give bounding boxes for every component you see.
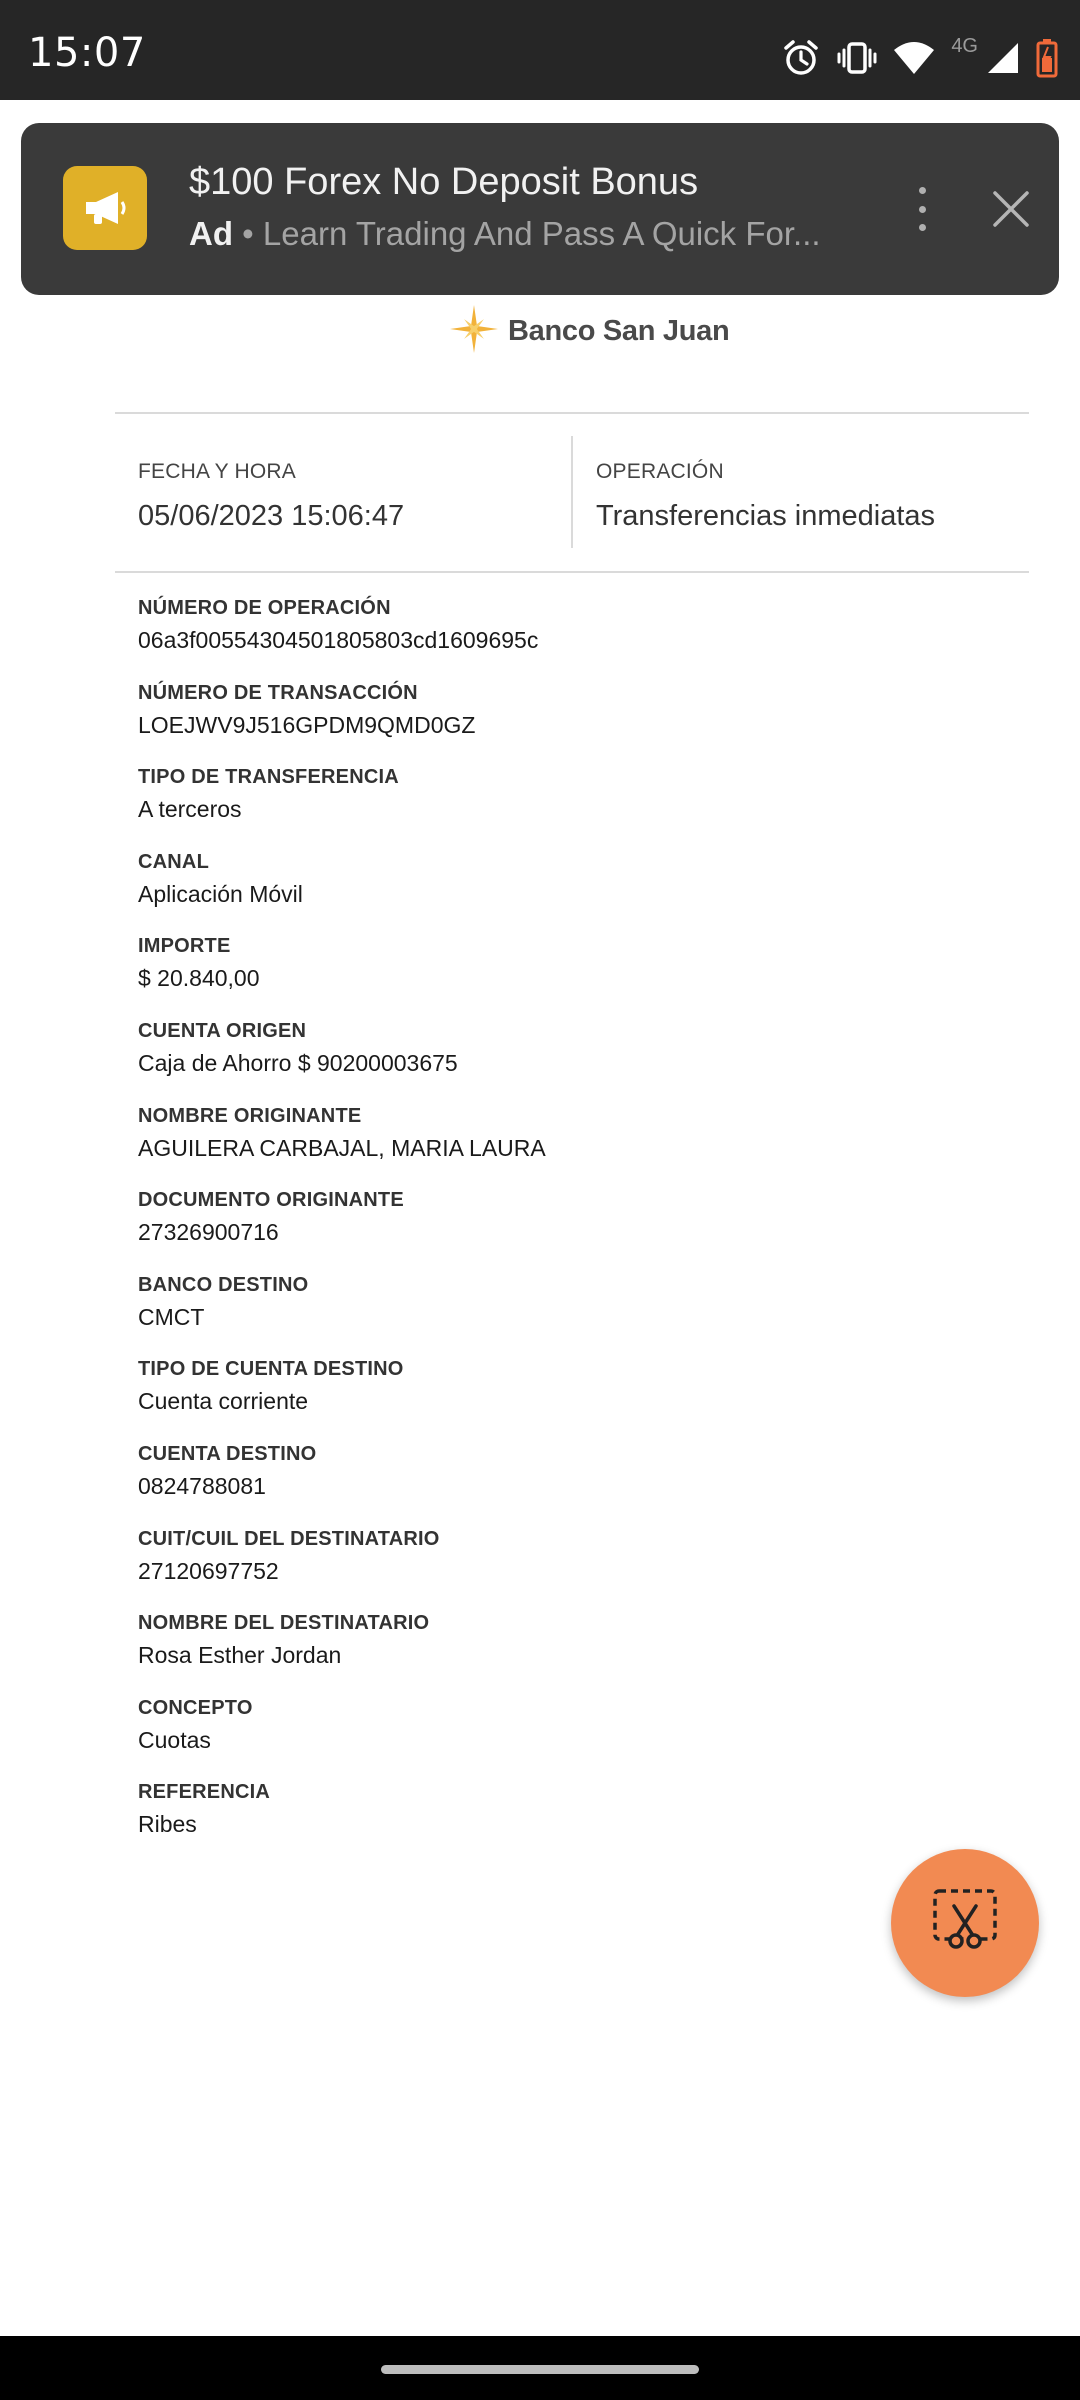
field-recipient-cuit bbox=[138, 1527, 998, 1612]
home-gesture-handle[interactable] bbox=[381, 2365, 699, 2374]
ad-banner[interactable] bbox=[21, 123, 1059, 295]
field-label: NÚMERO DE OPERACIÓN bbox=[138, 597, 391, 619]
more-options-icon[interactable] bbox=[907, 187, 937, 231]
status-bar bbox=[0, 0, 1080, 100]
field-amount bbox=[138, 934, 998, 1019]
ad-subtitle-text: • Learn Trading And Pass A Quick For... bbox=[233, 215, 821, 252]
field-label: NÚMERO DE TRANSACCIÓN bbox=[138, 681, 418, 704]
network-type-label: 4G bbox=[951, 34, 978, 57]
field-originator-name bbox=[138, 1104, 998, 1189]
field-value: 0824788081 bbox=[138, 1472, 266, 1499]
star-icon bbox=[448, 303, 500, 360]
field-operation-number bbox=[138, 596, 998, 681]
field-value: 27326900716 bbox=[138, 1219, 279, 1246]
field-label: CANAL bbox=[138, 850, 209, 873]
field-label: CUENTA ORIGEN bbox=[138, 1019, 307, 1042]
field-value: LOEJWV9J516GPDM9QMD0GZ bbox=[138, 711, 476, 738]
signal-icon bbox=[986, 41, 1020, 75]
status-icons bbox=[781, 36, 1058, 80]
ad-subtitle[interactable] bbox=[189, 215, 821, 253]
field-value: 27120697752 bbox=[138, 1557, 279, 1584]
status-time: 15:07 bbox=[28, 30, 146, 76]
field-label: NOMBRE DEL DESTINATARIO bbox=[138, 1612, 430, 1635]
wifi-icon bbox=[893, 40, 935, 76]
field-value: Ribes bbox=[138, 1811, 197, 1838]
ad-badge: Ad bbox=[189, 215, 233, 252]
field-label: CONCEPTO bbox=[138, 1696, 253, 1719]
field-concept bbox=[138, 1696, 998, 1781]
date-block bbox=[138, 460, 404, 533]
field-destination-bank bbox=[138, 1273, 998, 1358]
screenshot-button[interactable] bbox=[891, 1849, 1039, 1997]
field-value: AGUILERA CARBAJAL, MARIA LAURA bbox=[138, 1134, 546, 1161]
top-divider bbox=[115, 412, 1029, 414]
alarm-icon bbox=[781, 38, 821, 78]
header-separator bbox=[571, 436, 573, 548]
field-originator-document bbox=[138, 1188, 998, 1273]
field-destination-account bbox=[138, 1442, 998, 1527]
field-channel bbox=[138, 850, 998, 935]
field-label: BANCO DESTINO bbox=[138, 1273, 309, 1296]
field-value: Rosa Esther Jordan bbox=[138, 1642, 342, 1669]
field-value: Aplicación Móvil bbox=[138, 880, 303, 907]
field-destination-account-type bbox=[138, 1357, 998, 1442]
bottom-divider bbox=[115, 571, 1029, 573]
operation-value: Transferencias inmediatas bbox=[596, 500, 936, 532]
field-value: Cuotas bbox=[138, 1726, 211, 1753]
vibrate-icon bbox=[837, 38, 877, 78]
field-value: CMCT bbox=[138, 1303, 205, 1330]
battery-icon bbox=[1036, 38, 1058, 78]
field-label: CUENTA DESTINO bbox=[138, 1442, 317, 1465]
field-label: TIPO DE TRANSFERENCIA bbox=[138, 766, 399, 789]
screenshot-scissors-icon bbox=[932, 1888, 998, 1959]
megaphone-icon bbox=[63, 166, 147, 250]
field-label: DOCUMENTO ORIGINANTE bbox=[138, 1189, 404, 1212]
field-value: Cuenta corriente bbox=[138, 1388, 309, 1415]
field-recipient-name bbox=[138, 1611, 998, 1696]
close-icon[interactable] bbox=[989, 187, 1033, 231]
field-value: Caja de Ahorro $ 90200003675 bbox=[138, 1049, 458, 1076]
ad-title[interactable]: $100 Forex No Deposit Bonus bbox=[189, 161, 699, 203]
operation-block bbox=[596, 460, 935, 533]
bank-logo bbox=[448, 305, 729, 357]
date-value: 05/06/2023 15:06:47 bbox=[138, 500, 405, 532]
field-origin-account bbox=[138, 1019, 998, 1104]
field-transfer-type bbox=[138, 765, 998, 850]
field-reference bbox=[138, 1780, 998, 1865]
field-label: REFERENCIA bbox=[138, 1781, 271, 1804]
field-label: TIPO DE CUENTA DESTINO bbox=[138, 1358, 404, 1381]
field-label: CUIT/CUIL DEL DESTINATARIO bbox=[138, 1527, 440, 1550]
field-value: $ 20.840,00 bbox=[138, 965, 260, 992]
date-label: FECHA Y HORA bbox=[138, 460, 297, 483]
transfer-details bbox=[138, 596, 998, 1865]
operation-label: OPERACIÓN bbox=[596, 460, 724, 483]
field-value: A terceros bbox=[138, 796, 242, 823]
field-label: IMPORTE bbox=[138, 935, 231, 958]
field-value: 06a3f00554304501805803cd1609695c bbox=[138, 627, 539, 653]
field-label: NOMBRE ORIGINANTE bbox=[138, 1104, 362, 1127]
field-transaction-number bbox=[138, 681, 998, 766]
bank-name: Banco San Juan bbox=[508, 314, 730, 347]
